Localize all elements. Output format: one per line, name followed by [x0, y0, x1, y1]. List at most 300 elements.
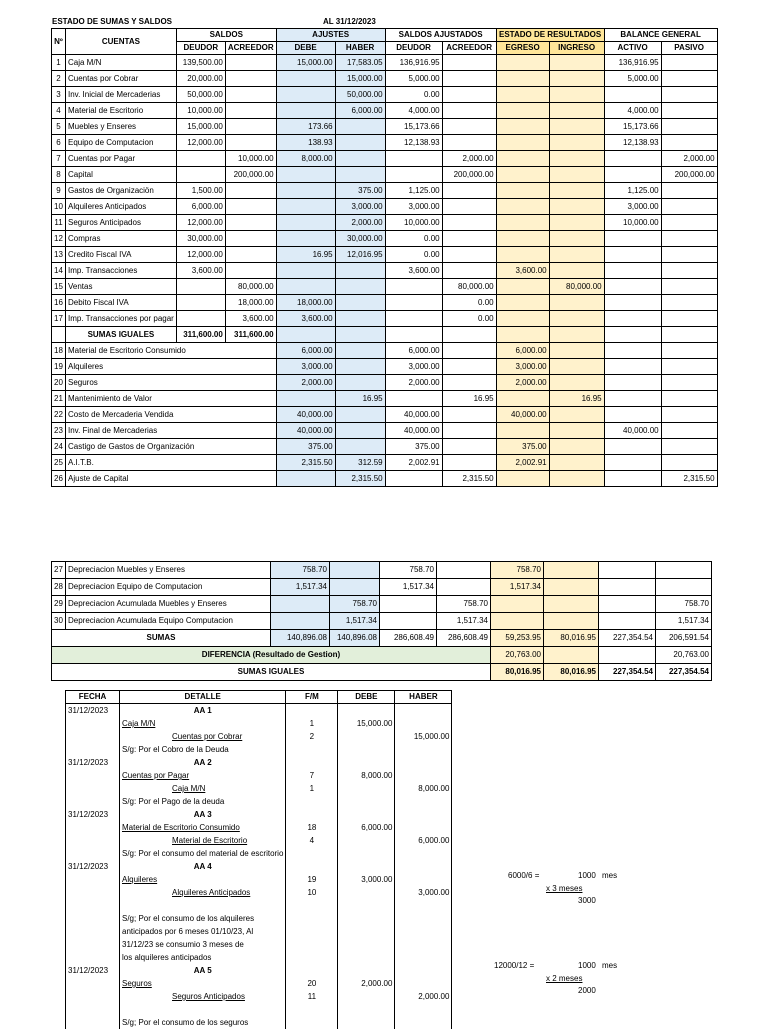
sumas-iguales-final-value: 80,016.95 — [491, 664, 544, 681]
account-name: Seguros Anticipados — [66, 215, 177, 231]
cell-value — [604, 359, 661, 375]
row-number: 16 — [52, 295, 66, 311]
cell-value: 6,000.00 — [335, 103, 385, 119]
cell-value — [225, 119, 276, 135]
cell-value: 375.00 — [385, 439, 442, 455]
journal-line — [66, 964, 452, 977]
calc-alquileres-result: 1000 — [578, 871, 596, 880]
journal-line — [66, 808, 452, 821]
cell-value — [604, 471, 661, 487]
cell-value — [276, 103, 335, 119]
cell-value — [549, 231, 604, 247]
cell-value: 2,000.00 — [385, 375, 442, 391]
group-ajustes: AJUSTES — [276, 29, 385, 42]
cell-value — [330, 579, 380, 596]
cell-value — [442, 263, 496, 279]
cell-value — [549, 151, 604, 167]
cell-value — [225, 183, 276, 199]
cell-value — [544, 562, 599, 579]
cell-value — [225, 55, 276, 71]
row-number: 18 — [52, 343, 66, 359]
journal-fm — [286, 964, 338, 977]
row-number: 9 — [52, 183, 66, 199]
cell-value — [661, 135, 717, 151]
cell-value — [661, 183, 717, 199]
cell-value — [661, 455, 717, 471]
journal-fecha — [66, 899, 120, 912]
cell-value: 375.00 — [335, 183, 385, 199]
journal-credit-account: Alquileres Anticipados — [172, 888, 251, 897]
journal-debe — [338, 756, 395, 769]
diferencia-row — [52, 647, 712, 664]
sumas-iguales-label: SUMAS IGUALES — [66, 327, 177, 343]
cell-value: 17,583.05 — [335, 55, 385, 71]
journal-haber — [395, 912, 452, 925]
cell-value: 80,000.00 — [225, 279, 276, 295]
journal-fecha — [66, 782, 120, 795]
cell-value — [549, 455, 604, 471]
cell-value: 758.70 — [380, 562, 437, 579]
journal-fm — [286, 743, 338, 756]
account-name: Depreciacion Acumulada Muebles y Enseres — [66, 596, 271, 613]
cell-value — [276, 87, 335, 103]
journal-detalle: S/g; Por el consumo de los alquileres — [120, 912, 286, 925]
cell-value — [656, 579, 712, 596]
cell-value: 40,000.00 — [496, 407, 549, 423]
cell-value — [385, 151, 442, 167]
sumas-iguales-final-label: SUMAS IGUALES — [52, 664, 491, 681]
cell-value — [330, 562, 380, 579]
journal-fm — [286, 860, 338, 873]
cell-value: 5,000.00 — [604, 71, 661, 87]
calc-seguros-result: 1000 — [578, 961, 596, 970]
cell-value: 1,517.34 — [271, 579, 330, 596]
journal-haber — [395, 795, 452, 808]
table-row — [52, 562, 712, 579]
cell-value — [604, 263, 661, 279]
cell-value: 3,000.00 — [335, 199, 385, 215]
row-number: 25 — [52, 455, 66, 471]
journal-debe — [338, 938, 395, 951]
calc-seguros-unit: mes — [602, 961, 618, 970]
cell-value: 80,000.00 — [442, 279, 496, 295]
cell-value — [442, 71, 496, 87]
cell-value — [604, 375, 661, 391]
cell-value: 20,000.00 — [176, 71, 225, 87]
row-number: 19 — [52, 359, 66, 375]
cell-value: 3,600.00 — [176, 263, 225, 279]
cell-value — [604, 279, 661, 295]
cell-value — [496, 199, 549, 215]
cell-value: 50,000.00 — [335, 87, 385, 103]
table-row — [52, 215, 718, 231]
journal-fecha — [66, 990, 120, 1003]
diferencia-egreso: 20,763.00 — [491, 647, 544, 664]
row-number: 29 — [52, 596, 66, 613]
cell-value — [225, 87, 276, 103]
cell-value — [335, 439, 385, 455]
journal-detalle: S/g: Por el Pago de la deuda — [120, 795, 286, 808]
cell-value: 40,000.00 — [385, 407, 442, 423]
cell-value — [496, 279, 549, 295]
cell-value: 173.66 — [276, 119, 335, 135]
cell-value — [442, 439, 496, 455]
cell-value — [225, 215, 276, 231]
cell-value: 10,000.00 — [225, 151, 276, 167]
cell-value — [176, 311, 225, 327]
journal-fm — [286, 704, 338, 718]
journal-detalle: AA 2 — [120, 756, 286, 769]
cell-value — [549, 375, 604, 391]
cell-value — [176, 167, 225, 183]
table-row — [52, 87, 718, 103]
table-row — [52, 343, 718, 359]
cell-value: 2,000.00 — [496, 375, 549, 391]
journal-line — [66, 860, 452, 873]
journal-fm: 7 — [286, 769, 338, 782]
cell-value: 0.00 — [385, 247, 442, 263]
cell-value — [661, 231, 717, 247]
journal-fm — [286, 847, 338, 860]
journal-line — [66, 925, 452, 938]
row-number: 20 — [52, 375, 66, 391]
cell-value — [549, 167, 604, 183]
cell-value — [491, 596, 544, 613]
subheader-ingreso: INGRESO — [549, 42, 604, 55]
cell-value — [225, 199, 276, 215]
journal-fm — [286, 899, 338, 912]
journal-line — [66, 977, 452, 990]
cell-value: 12,000.00 — [176, 215, 225, 231]
cell-value — [437, 579, 491, 596]
cell-value — [437, 562, 491, 579]
sumas-value: 140,896.08 — [330, 630, 380, 647]
journal-fm — [286, 1003, 338, 1016]
group-balance-general: BALANCE GENERAL — [604, 29, 717, 42]
journal-fecha: 31/12/2023 — [66, 860, 120, 873]
cell-value — [496, 103, 549, 119]
cell-value — [335, 167, 385, 183]
cell-value — [442, 215, 496, 231]
cell-value — [549, 71, 604, 87]
account-name: Imp. Transacciones — [66, 263, 177, 279]
cell-value: 200,000.00 — [661, 167, 717, 183]
row-number: 17 — [52, 311, 66, 327]
cell-value: 0.00 — [385, 87, 442, 103]
subheader-deudor: DEUDOR — [176, 42, 225, 55]
journal-haber — [395, 743, 452, 756]
journal-fm: 4 — [286, 834, 338, 847]
cell-value: 3,600.00 — [385, 263, 442, 279]
sumas-iguales-final-row — [52, 664, 712, 681]
journal-debe: 2,000.00 — [338, 977, 395, 990]
sumas-iguales-deudor: 311,600.00 — [176, 327, 225, 343]
cell-value: 3,600.00 — [496, 263, 549, 279]
cell-value — [544, 613, 599, 630]
journal-debe — [338, 1003, 395, 1016]
journal-detalle: S/g: Por el Cobro de la Deuda — [120, 743, 286, 756]
row-number: 7 — [52, 151, 66, 167]
cell-value — [442, 375, 496, 391]
journal-line — [66, 821, 452, 834]
journal-detalle: Cuentas por Pagar — [120, 769, 286, 782]
cell-value — [496, 183, 549, 199]
journal-table — [65, 690, 452, 1029]
account-name: Material de Escritorio — [66, 103, 177, 119]
cell-value — [225, 247, 276, 263]
cell-value — [496, 55, 549, 71]
row-number: 26 — [52, 471, 66, 487]
cell-value — [276, 167, 335, 183]
cell-value: 15,000.00 — [176, 119, 225, 135]
cell-value — [176, 151, 225, 167]
cell-value — [549, 135, 604, 151]
header-no: Nº — [52, 29, 66, 55]
row-number: 2 — [52, 71, 66, 87]
sumas-value: 286,608.49 — [437, 630, 491, 647]
calc-seguros-mult: x 2 meses — [546, 974, 583, 983]
cell-value — [276, 327, 335, 343]
cell-value — [661, 375, 717, 391]
row-number: 6 — [52, 135, 66, 151]
sumas-value: 206,591.54 — [656, 630, 712, 647]
cell-value: 6,000.00 — [276, 343, 335, 359]
cell-value — [661, 87, 717, 103]
journal-debe: 8,000.00 — [338, 769, 395, 782]
cell-value — [549, 247, 604, 263]
cell-value — [335, 295, 385, 311]
cell-value — [549, 183, 604, 199]
journal-detalle: 31/12/23 se consumio 3 meses de — [120, 938, 286, 951]
sumas-iguales-row — [52, 327, 718, 343]
journal-fm: 18 — [286, 821, 338, 834]
journal-fecha — [66, 977, 120, 990]
journal-detalle — [120, 899, 286, 912]
journal-debe — [338, 847, 395, 860]
cell-value — [176, 279, 225, 295]
journal-fm — [286, 951, 338, 964]
journal-haber — [395, 873, 452, 886]
cell-value: 18,000.00 — [276, 295, 335, 311]
cell-value — [661, 295, 717, 311]
cell-value — [604, 231, 661, 247]
journal-fm: 2 — [286, 730, 338, 743]
journal-haber — [395, 860, 452, 873]
journal-haber — [395, 938, 452, 951]
table-row — [52, 263, 718, 279]
cell-value — [661, 359, 717, 375]
cell-value: 4,000.00 — [385, 103, 442, 119]
group-saldos-ajustados: SALDOS AJUSTADOS — [385, 29, 496, 42]
cell-value — [335, 135, 385, 151]
account-name: Seguros — [66, 375, 277, 391]
account-name: Material de Escritorio Consumido — [66, 343, 277, 359]
journal-detalle: Seguros — [120, 977, 286, 990]
cell-value: 2,315.50 — [276, 455, 335, 471]
calc-seguros-expr: 12000/12 = — [494, 961, 535, 970]
journal-fecha — [66, 925, 120, 938]
cell-value — [661, 71, 717, 87]
cell-value — [442, 455, 496, 471]
cell-value: 3,000.00 — [496, 359, 549, 375]
journal-line — [66, 756, 452, 769]
account-name: Capital — [66, 167, 177, 183]
cell-value: 1,500.00 — [176, 183, 225, 199]
subheader-acreedor: ACREEDOR — [225, 42, 276, 55]
cell-value — [225, 71, 276, 87]
cell-value — [496, 311, 549, 327]
cell-value — [549, 423, 604, 439]
cell-value: 16.95 — [335, 391, 385, 407]
cell-value — [276, 263, 335, 279]
cell-value — [549, 311, 604, 327]
cell-value: 3,600.00 — [225, 311, 276, 327]
cell-value: 0.00 — [442, 295, 496, 311]
row-number: 30 — [52, 613, 66, 630]
subheader-egreso: EGRESO — [496, 42, 549, 55]
account-name: Muebles y Enseres — [66, 119, 177, 135]
row-number: 14 — [52, 263, 66, 279]
cell-value — [549, 199, 604, 215]
journal-fecha — [66, 730, 120, 743]
row-number: 28 — [52, 579, 66, 596]
cell-value — [442, 87, 496, 103]
account-name: Inv. Final de Mercaderias — [66, 423, 277, 439]
cell-value: 1,517.34 — [656, 613, 712, 630]
subheader-acreedor-ajustado: ACREEDOR — [442, 42, 496, 55]
account-name: Castigo de Gastos de Organización — [66, 439, 277, 455]
worksheet-table — [51, 28, 718, 487]
journal-debe — [338, 860, 395, 873]
journal-line — [66, 730, 452, 743]
row-number: 23 — [52, 423, 66, 439]
cell-value: 6,000.00 — [176, 199, 225, 215]
journal-header-fecha: FECHA — [66, 691, 120, 704]
row-number: 8 — [52, 167, 66, 183]
journal-haber — [395, 847, 452, 860]
journal-debe — [338, 912, 395, 925]
journal-debe — [338, 925, 395, 938]
account-name: Depreciacion Acumulada Equipo Computacion — [66, 613, 271, 630]
cell-value: 4,000.00 — [604, 103, 661, 119]
sumas-iguales-final-value: 227,354.54 — [656, 664, 712, 681]
cell-value: 758.70 — [330, 596, 380, 613]
cell-value: 758.70 — [491, 562, 544, 579]
journal-debe — [338, 1016, 395, 1029]
cell-value — [661, 343, 717, 359]
cell-value — [549, 327, 604, 343]
subheader-activo: ACTIVO — [604, 42, 661, 55]
journal-haber — [395, 821, 452, 834]
cell-value: 6,000.00 — [496, 343, 549, 359]
journal-haber — [395, 1016, 452, 1029]
cell-value — [661, 119, 717, 135]
cell-value: 2,000.00 — [335, 215, 385, 231]
subheader-haber: HABER — [335, 42, 385, 55]
journal-line — [66, 912, 452, 925]
journal-fm — [286, 756, 338, 769]
cell-value: 375.00 — [276, 439, 335, 455]
sumas-label: SUMAS — [52, 630, 271, 647]
cell-value — [544, 579, 599, 596]
cell-value — [549, 103, 604, 119]
sheet-title: ESTADO DE SUMAS Y SALDOS — [52, 17, 173, 26]
journal-haber — [395, 964, 452, 977]
row-number: 15 — [52, 279, 66, 295]
journal-debe — [338, 704, 395, 718]
cell-value: 200,000.00 — [225, 167, 276, 183]
cell-value — [661, 199, 717, 215]
journal-haber — [395, 1003, 452, 1016]
journal-line — [66, 899, 452, 912]
cell-value — [604, 439, 661, 455]
cell-value: 15,173.66 — [385, 119, 442, 135]
sumas-value: 59,253.95 — [491, 630, 544, 647]
cell-value — [276, 71, 335, 87]
cell-value: 758.70 — [271, 562, 330, 579]
journal-credit-account: Seguros Anticipados — [172, 992, 245, 1001]
cell-value: 10,000.00 — [604, 215, 661, 231]
table-row — [52, 183, 718, 199]
cell-value — [604, 343, 661, 359]
journal-fm — [286, 912, 338, 925]
table-row — [52, 151, 718, 167]
cell-value: 16.95 — [442, 391, 496, 407]
sumas-iguales-final-value: 227,354.54 — [599, 664, 656, 681]
table-row — [52, 135, 718, 151]
cell-value — [442, 423, 496, 439]
journal-line — [66, 795, 452, 808]
journal-fecha — [66, 886, 120, 899]
cell-value: 12,000.00 — [176, 135, 225, 151]
cell-value — [276, 471, 335, 487]
cell-value — [496, 295, 549, 311]
cell-value: 40,000.00 — [385, 423, 442, 439]
account-name: Ajuste de Capital — [66, 471, 277, 487]
row-number: 3 — [52, 87, 66, 103]
sumas-value: 286,608.49 — [380, 630, 437, 647]
journal-debe: 15,000.00 — [338, 717, 395, 730]
calc-seguros-total: 2000 — [578, 986, 596, 995]
cell-value — [496, 71, 549, 87]
cell-value — [385, 327, 442, 343]
diferencia-pasivo: 20,763.00 — [656, 647, 712, 664]
journal-detalle: Alquileres — [120, 873, 286, 886]
journal-line — [66, 834, 452, 847]
diferencia-label: DIFERENCIA (Resultado de Gestion) — [52, 647, 491, 664]
journal-haber — [395, 951, 452, 964]
cell-value — [335, 279, 385, 295]
account-name: Gastos de Organizaciön — [66, 183, 177, 199]
cell-value — [496, 327, 549, 343]
cell-value: 2,000.00 — [276, 375, 335, 391]
journal-debe — [338, 808, 395, 821]
table-row — [52, 279, 718, 295]
cell-value: 12,016.95 — [335, 247, 385, 263]
cell-value — [604, 311, 661, 327]
cell-value: 1,125.00 — [604, 183, 661, 199]
journal-detalle — [120, 990, 286, 1003]
cell-value: 10,000.00 — [385, 215, 442, 231]
cell-value — [442, 247, 496, 263]
cell-value: 3,000.00 — [276, 359, 335, 375]
sumas-row — [52, 630, 712, 647]
cell-value: 138.93 — [276, 135, 335, 151]
cell-value — [661, 215, 717, 231]
cell-value — [599, 596, 656, 613]
cell-value: 80,000.00 — [549, 279, 604, 295]
cell-value — [335, 375, 385, 391]
